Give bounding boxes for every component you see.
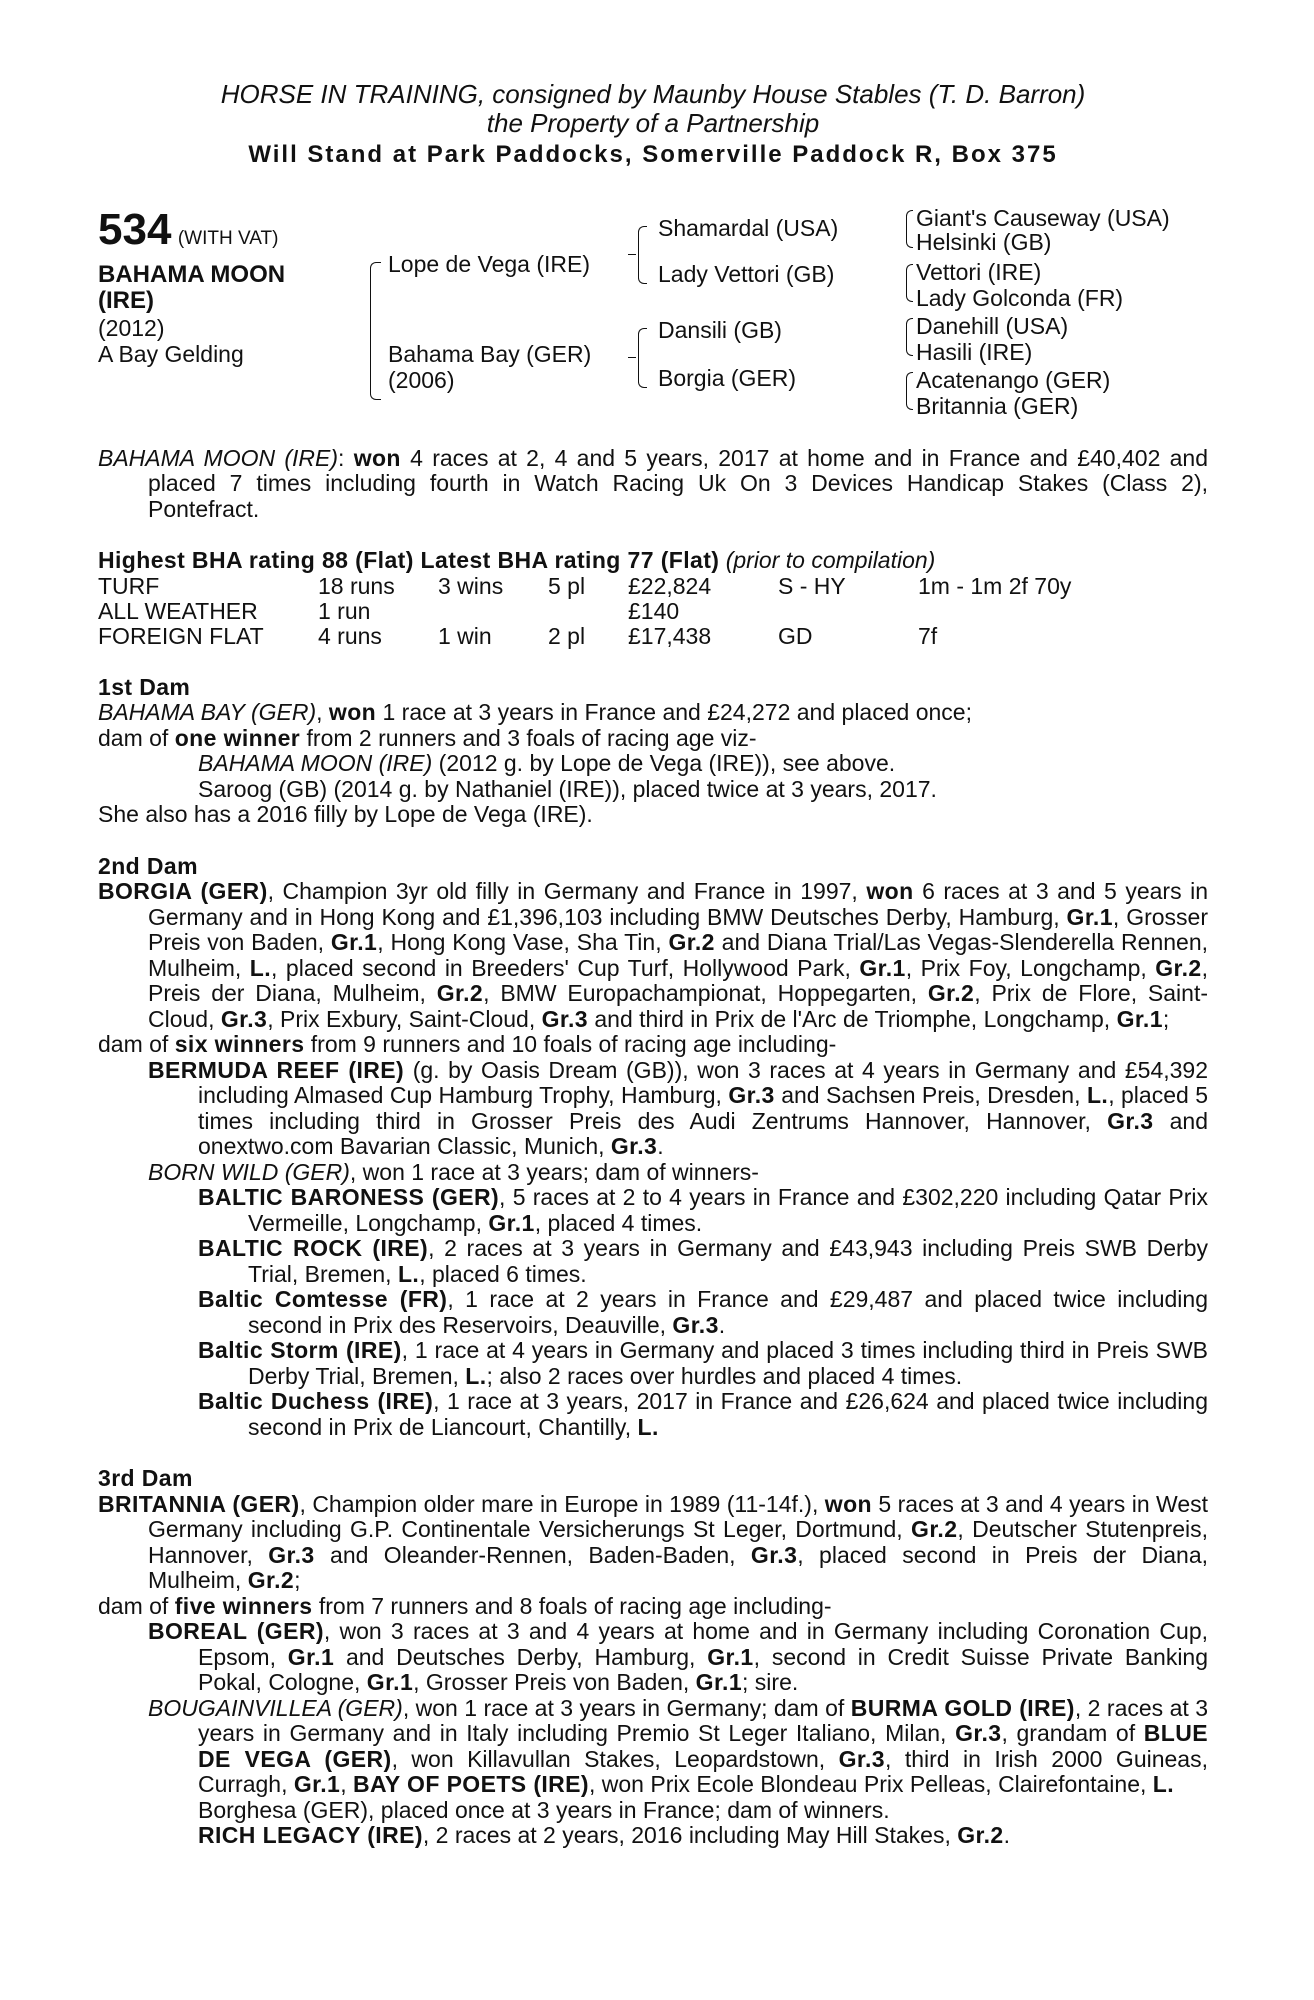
lot-number: 534: [98, 204, 172, 254]
progeny-borghesa: Borghesa (GER), placed once at 3 years in France; dam of winners.: [198, 1796, 890, 1823]
bracket-1: [370, 262, 381, 400]
text: and Oleander-Rennen, Baden-Baden,: [330, 1541, 736, 1568]
progeny-name: BOREAL (GER): [148, 1618, 324, 1644]
text: , second in Credit Suisse Private Banking Pokal, Cologne,: [198, 1643, 1209, 1695]
text: , placed second in Breeders' Cup Turf, Hollywood Park,: [271, 954, 851, 981]
horse-summary: BAHAMA MOON (IRE): won 4 races at 2, 4 and 5 years, 2017 at home and in France and £40,402 and placed 7 times including fourth in Watch Racing Uk On 3 Devices Handicap Stakes (Class 2), Pontefract.: [98, 444, 1209, 522]
text: , grandam of: [1001, 1720, 1136, 1746]
gg-7: Acatenango (GER): [916, 366, 1111, 393]
sire-dam: Lady Vettori (GB): [658, 260, 835, 287]
ratings-cell-going: GD: [778, 622, 813, 649]
grade: Gr.1: [707, 1643, 754, 1670]
summary-name: BAHAMA MOON (IRE): [98, 444, 339, 471]
text: and onextwo.com Bavarian Classic, Munich,: [198, 1107, 1209, 1159]
second-dam-heading: 2nd Dam: [98, 852, 198, 879]
location-line: Will Stand at Park Paddocks, Somerville Paddock R, Box 375: [248, 141, 1058, 168]
text: , Champion older mare in Europe in 1989 (11-14f.),: [299, 1490, 819, 1517]
second-dam-name: BORGIA (GER): [98, 878, 268, 904]
progeny-name: Baltic Storm (IRE): [198, 1337, 402, 1363]
ratings-row: [98, 599, 1118, 624]
grade: Gr.3: [838, 1745, 885, 1772]
gg-1: Giant's Causeway (USA): [916, 204, 1170, 231]
third-dam-produce: [98, 1594, 1208, 1620]
text: , Deutscher Stutenpreis, Hannover,: [148, 1516, 1209, 1568]
progeny-name: Baltic Comtesse (FR): [198, 1286, 448, 1312]
text: , placed 5 times including third in Grosser Preis des Audi Zentrums Hannover, Hannover,: [198, 1082, 1209, 1134]
bracket-tick-2a: [628, 254, 636, 255]
summary-text: 4 races at 2, 4 and 5 years, 2017 at home and in France and £40,402 and placed 7 times including fourth in Watch Racing Uk On 3 Devices Handicap Stakes (Class 2), Pontefract.: [148, 444, 1209, 522]
third-dam-record: BRITANNIA (GER), Champion older mare in Europe in 1989 (11-14f.), won 5 races at 3 and 4 years in West Germany including G.P. Continentale Versicherungs St Leger, Dortmund, Gr.2, Deutscher Stutenpreis, Hannover, Gr.3 and Oleander-Rennen, Baden-Baden, Gr.3, placed second in Preis der Diana, Mulheim, Gr.2;: [98, 1490, 1209, 1593]
progeny-1: [98, 751, 1208, 777]
text: , won 1 race at 3 years in Germany; dam of: [402, 1694, 845, 1721]
progeny-baltic-comtesse: Baltic Comtesse (FR), 1 race at 2 years in France and £29,487 and placed twice including second in Prix des Reservoirs, Deauville, Gr.3.: [198, 1286, 1208, 1338]
text: , won Killavullan Stakes, Leopardstown,: [391, 1745, 826, 1772]
lot-number-block: [98, 204, 279, 254]
ratings-row: [98, 624, 1118, 649]
won-label: won: [328, 699, 377, 725]
progeny-name: BALTIC ROCK (IRE): [198, 1235, 429, 1261]
won-label: won: [866, 878, 914, 904]
text: , won 3 races at 3 and 4 years at home and in Germany including Coronation Cup, Epsom,: [198, 1618, 1209, 1670]
grade: Gr.2: [436, 980, 484, 1006]
grade: L.: [1086, 1082, 1109, 1108]
text: 6 races at 3 and 5 years in Germany and in Hong Kong and £1,396,103 including BMW Deutsches Derby, Hamburg,: [148, 878, 1209, 930]
text: , 2 races at 2 years, 2016 including May Hill Stakes,: [422, 1822, 951, 1848]
progeny-baltic-storm: [98, 1338, 1208, 1389]
grade: Gr.2: [668, 929, 715, 955]
won-label: won: [824, 1490, 872, 1517]
progeny-name: BERMUDA REEF (IRE): [148, 1056, 405, 1083]
ratings-cell-distance: 1m - 1m 2f 70y: [918, 572, 1072, 599]
text: , Champion 3yr old filly in Germany and France in 1997,: [267, 878, 858, 904]
text: and Diana Trial/Las Vegas-Slenderella Rennen, Mulheim,: [148, 929, 1209, 981]
grade: L.: [397, 1260, 420, 1287]
ratings-note: (prior to compilation): [725, 547, 936, 573]
progeny-rich-legacy: RICH LEGACY (IRE), 2 races at 2 years, 2016 including May Hill Stakes, Gr.2.: [198, 1822, 1011, 1848]
progeny-baltic-baroness: [98, 1185, 1208, 1236]
ratings-heading: [98, 548, 1208, 574]
text: , 1 race at 2 years in France and £29,487 and placed twice including second in Prix des Reservoirs, Deauville,: [248, 1286, 1208, 1338]
progeny-boreal: [98, 1619, 1208, 1696]
gg-3: Vettori (IRE): [916, 258, 1042, 285]
grade: Gr.1: [366, 1669, 414, 1695]
ratings-cell-pl: 5 pl: [548, 572, 586, 599]
ratings-cell-wins: 1 win: [438, 622, 492, 649]
ratings-cell-amount: £17,438: [628, 622, 712, 649]
grade: Gr.3: [1107, 1107, 1154, 1134]
second-dam-produce: [98, 1032, 1208, 1058]
grade: Gr.1: [293, 1771, 341, 1797]
text: ; sire.: [742, 1669, 799, 1695]
ratings-cell-distance: [918, 599, 1118, 624]
grade: Gr.3: [728, 1082, 775, 1108]
winner-count: six winners: [174, 1031, 305, 1057]
gg-2: Helsinki (GB): [916, 228, 1052, 255]
third-dam-name: BRITANNIA (GER): [98, 1490, 300, 1517]
ratings-cell-type: ALL WEATHER: [98, 597, 258, 624]
gg-8: Britannia (GER): [916, 392, 1079, 419]
text: , Prix de Flore, Saint-Cloud,: [148, 980, 1208, 1032]
produce-text: from 9 runners and 10 foals of racing age including-: [310, 1031, 837, 1057]
third-dam-heading: 3rd Dam: [98, 1465, 193, 1491]
grade: Gr.1: [1116, 1005, 1163, 1032]
text: and Deutsches Derby, Hamburg,: [345, 1643, 696, 1670]
consignor-line: HORSE IN TRAINING, consigned by Maunby House Stables (T. D. Barron): [220, 79, 1086, 109]
grade: Gr.1: [330, 929, 378, 955]
dam-sire: Dansili (GB): [658, 316, 782, 343]
ratings-cell-pl: 2 pl: [548, 622, 586, 649]
grade: Gr.1: [1066, 903, 1113, 930]
progeny-baltic-duchess: [98, 1389, 1208, 1440]
grade: L.: [637, 1413, 659, 1440]
pedigree-table: [98, 206, 1208, 446]
text: , placed second in Preis der Diana, Mulheim,: [148, 1541, 1209, 1593]
grade: Gr.1: [488, 1209, 535, 1236]
text: and third in Prix de l'Arc de Triomphe, Longchamp,: [594, 1005, 1111, 1032]
dam-of-label: dam of: [98, 1031, 169, 1057]
second-dam-record: BORGIA (GER), Champion 3yr old filly in Germany and France in 1997, won 6 races at 3 and 5 years in Germany and in Hong Kong and £1,396,103 including BMW Deutsches Derby, Hamburg, Gr.1, Grosser Preis von Baden, Gr.1, Hong Kong Vase, Sha Tin, Gr.2 and Diana Trial/Las Vegas-Slenderella Rennen, Mulheim, L., placed second in Breeders' Cup Turf, Hollywood Park, Gr.1, Prix Foy, Longchamp, Gr.2, Preis der Diana, Mulheim, Gr.2, BMW Europachampionat, Hoppegarten, Gr.2, Prix de Flore, Saint-Cloud, Gr.3, Prix Exbury, Saint-Cloud, Gr.3 and third in Prix de l'Arc de Triomphe, Longchamp, Gr.1;: [98, 878, 1209, 1032]
text: , Prix Foy, Longchamp,: [905, 954, 1147, 981]
ratings-headline: Highest BHA rating 88 (Flat) Latest BHA rating 77 (Flat): [98, 547, 720, 573]
progeny-name: BOUGAINVILLEA (GER): [148, 1694, 403, 1721]
grade: Gr.3: [672, 1311, 719, 1338]
horse-name-2: (IRE): [98, 286, 154, 314]
first-dam-line: BAHAMA BAY (GER), won 1 race at 3 years in France and £24,272 and placed once;: [98, 699, 972, 725]
horse-year: (2012): [98, 314, 165, 341]
grade: Gr.3: [610, 1133, 658, 1159]
grade: Gr.2: [911, 1516, 958, 1542]
ratings-cell-distance: 7f: [918, 622, 938, 649]
progeny-bermuda-reef: BERMUDA REEF (IRE) (g. by Oasis Dream (GB)), won 3 races at 4 years in Germany and £54,392 including Almased Cup Hamburg Trophy, Hamburg, Gr.3 and Sachsen Preis, Dresden, L., placed 5 times including third in Grosser Preis des Audi Zentrums Hannover, Hannover, Gr.3 and onextwo.com Bavarian Classic, Munich, Gr.3.: [148, 1056, 1209, 1159]
ratings-table: [98, 574, 1118, 649]
text: , won 1 race at 3 years; dam of winners-: [349, 1158, 759, 1185]
bracket-2a: [638, 226, 647, 284]
grade: Gr.2: [927, 980, 975, 1006]
text: , 5 races at 2 to 4 years in France and £302,220 including Qatar Prix Vermeille, Longchamp,: [248, 1184, 1208, 1236]
ratings-cell-runs: 4 runs: [318, 622, 382, 649]
progeny-born-wild: [98, 1160, 1208, 1186]
ratings-cell-amount: £22,824: [628, 572, 712, 599]
bracket-3c: [906, 318, 913, 356]
dam-year: (2006): [388, 366, 455, 393]
horse-description: A Bay Gelding: [98, 340, 244, 367]
ratings-row: [98, 574, 1118, 599]
property-line: the Property of a Partnership: [486, 108, 820, 138]
grade: Gr.1: [287, 1643, 335, 1670]
text: ; also 2 races over hurdles and placed 4 times.: [486, 1362, 963, 1389]
produce-text: from 2 runners and 3 foals of racing age viz-: [306, 724, 757, 751]
progeny-name: RICH LEGACY (IRE): [198, 1822, 423, 1848]
progeny-name: BORN WILD (GER): [148, 1158, 350, 1185]
first-dam-name: BAHAMA BAY (GER): [98, 699, 317, 725]
ratings-cell-going: [778, 599, 918, 624]
text: , 1 race at 4 years in Germany and placed 3 times including third in Preis SWB Derby Trial, Bremen,: [248, 1337, 1208, 1389]
grade: Gr.2: [247, 1567, 295, 1593]
sire-sire: Shamardal (USA): [658, 214, 839, 241]
won-label: won: [353, 444, 401, 471]
grade: Gr.3: [750, 1541, 798, 1568]
bracket-2b: [638, 328, 647, 388]
ratings-cell-going: S - HY: [778, 572, 846, 599]
text: , Prix Exbury, Saint-Cloud,: [267, 1005, 536, 1032]
progeny-baltic-rock: [98, 1236, 1208, 1287]
ratings-cell-amount: £140: [628, 597, 680, 624]
progeny-2: Saroog (GB) (2014 g. by Nathaniel (IRE)), placed twice at 3 years, 2017.: [198, 775, 937, 802]
gg-4: Lady Golconda (FR): [916, 284, 1124, 311]
first-dam-heading: 1st Dam: [98, 673, 191, 700]
progeny-name: BURMA GOLD (IRE): [850, 1694, 1075, 1721]
ratings-cell-runs: 1 run: [318, 597, 371, 624]
dam-of-label: dam of: [98, 724, 169, 751]
bracket-3b: [906, 264, 913, 302]
bracket-3a: [906, 210, 913, 248]
progeny-name: Baltic Duchess (IRE): [198, 1388, 434, 1414]
text: , placed 4 times.: [534, 1209, 703, 1236]
progeny-name: BAY OF POETS (IRE): [353, 1771, 589, 1797]
winner-count: five winners: [174, 1592, 313, 1619]
text: , Grosser Preis von Baden,: [413, 1669, 690, 1695]
produce-text: from 7 runners and 8 foals of racing age including-: [318, 1592, 832, 1619]
ratings-cell-type: FOREIGN FLAT: [98, 622, 264, 649]
text: , won Prix Ecole Blondeau Prix Pelleas, Clairefontaine,: [588, 1771, 1147, 1797]
text: , 2 races at 3 years in Germany and in Italy including Premio St Leger Italiano, Milan,: [198, 1694, 1208, 1746]
ratings-cell-runs: 18 runs: [318, 572, 395, 599]
dam-dam: Borgia (GER): [658, 364, 797, 391]
grade: Gr.3: [541, 1005, 588, 1032]
bracket-tick-2b: [628, 357, 636, 358]
grade: Gr.3: [220, 1005, 268, 1032]
text: (g. by Oasis Dream (GB)), won 3 races at 4 years in Germany and £54,392 including Almased Cup Hamburg Trophy, Hamburg,: [198, 1056, 1209, 1108]
ratings-cell-wins: 3 wins: [438, 572, 504, 599]
gg-5: Danehill (USA): [916, 312, 1069, 339]
progeny-name: BALTIC BARONESS (GER): [198, 1184, 500, 1210]
text: , 2 races at 3 years in Germany and £43,943 including Preis SWB Derby Trial, Bremen,: [248, 1235, 1208, 1287]
grade: Gr.3: [268, 1541, 315, 1568]
grade: L.: [249, 954, 272, 981]
dam: Bahama Bay (GER): [388, 340, 592, 367]
gg-6: Hasili (IRE): [916, 338, 1033, 365]
horse-name-1: BAHAMA MOON: [98, 260, 286, 288]
vat-label: (WITH VAT): [177, 227, 279, 249]
text: , placed 6 times.: [419, 1260, 587, 1287]
sire: Lope de Vega (IRE): [388, 250, 591, 277]
progeny-name: BLUE DE VEGA (GER): [198, 1720, 1208, 1772]
ratings-cell-type: TURF: [98, 572, 160, 599]
first-dam-also: She also has a 2016 filly by Lope de Vega (IRE).: [98, 801, 593, 827]
text: , Preis der Diana, Mulheim,: [148, 954, 1208, 1006]
text: , third in Irish 2000 Guineas, Curragh,: [198, 1745, 1208, 1797]
progeny-1-name: BAHAMA MOON (IRE): [198, 750, 433, 776]
text: , Grosser Preis von Baden,: [148, 903, 1208, 955]
winner-count: one winner: [174, 724, 301, 751]
bracket-3d: [906, 372, 913, 410]
text: , Hong Kong Vase, Sha Tin,: [377, 929, 662, 955]
text: , 1 race at 3 years, 2017 in France and £26,624 and placed twice including second in Prix de Liancourt, Chantilly,: [248, 1388, 1208, 1440]
grade: L.: [465, 1362, 487, 1389]
first-dam-produce: [98, 726, 1208, 752]
progeny-bougainvillea: BOUGAINVILLEA (GER), won 1 race at 3 years in Germany; dam of BURMA GOLD (IRE), 2 races at 3 years in Germany and in Italy including Premio St Leger Italiano, Milan, Gr.3, grandam of BLUE DE VEGA (GER), won Killavullan Stakes, Leopardstown, Gr.3, third in Irish 2000 Guineas, Curragh, Gr.1, BAY OF POETS (IRE), won Prix Ecole Blondeau Prix Pelleas, Clairefontaine, L.: [148, 1694, 1208, 1797]
text: 5 races at 3 and 4 years in West Germany including G.P. Continentale Versicherungs St Leger, Dortmund,: [148, 1490, 1209, 1542]
text: and Sachsen Preis, Dresden,: [781, 1082, 1081, 1108]
grade: Gr.1: [859, 954, 906, 981]
ratings-cell-wins: [438, 599, 548, 624]
grade: Gr.2: [957, 1822, 1004, 1848]
text: , BMW Europachampionat, Hoppegarten,: [483, 980, 918, 1006]
catalogue-page: [98, 80, 1208, 1849]
grade: Gr.3: [955, 1720, 1002, 1746]
grade: Gr.2: [1155, 954, 1202, 981]
first-dam-text: 1 race at 3 years in France and £24,272 and placed once;: [382, 699, 972, 725]
grade: Gr.1: [695, 1669, 743, 1695]
ratings-cell-pl: [548, 599, 628, 624]
dam-of-label: dam of: [98, 1592, 169, 1619]
grade: L.: [1152, 1771, 1175, 1797]
progeny-1-text: (2012 g. by Lope de Vega (IRE)), see above.: [438, 750, 896, 776]
